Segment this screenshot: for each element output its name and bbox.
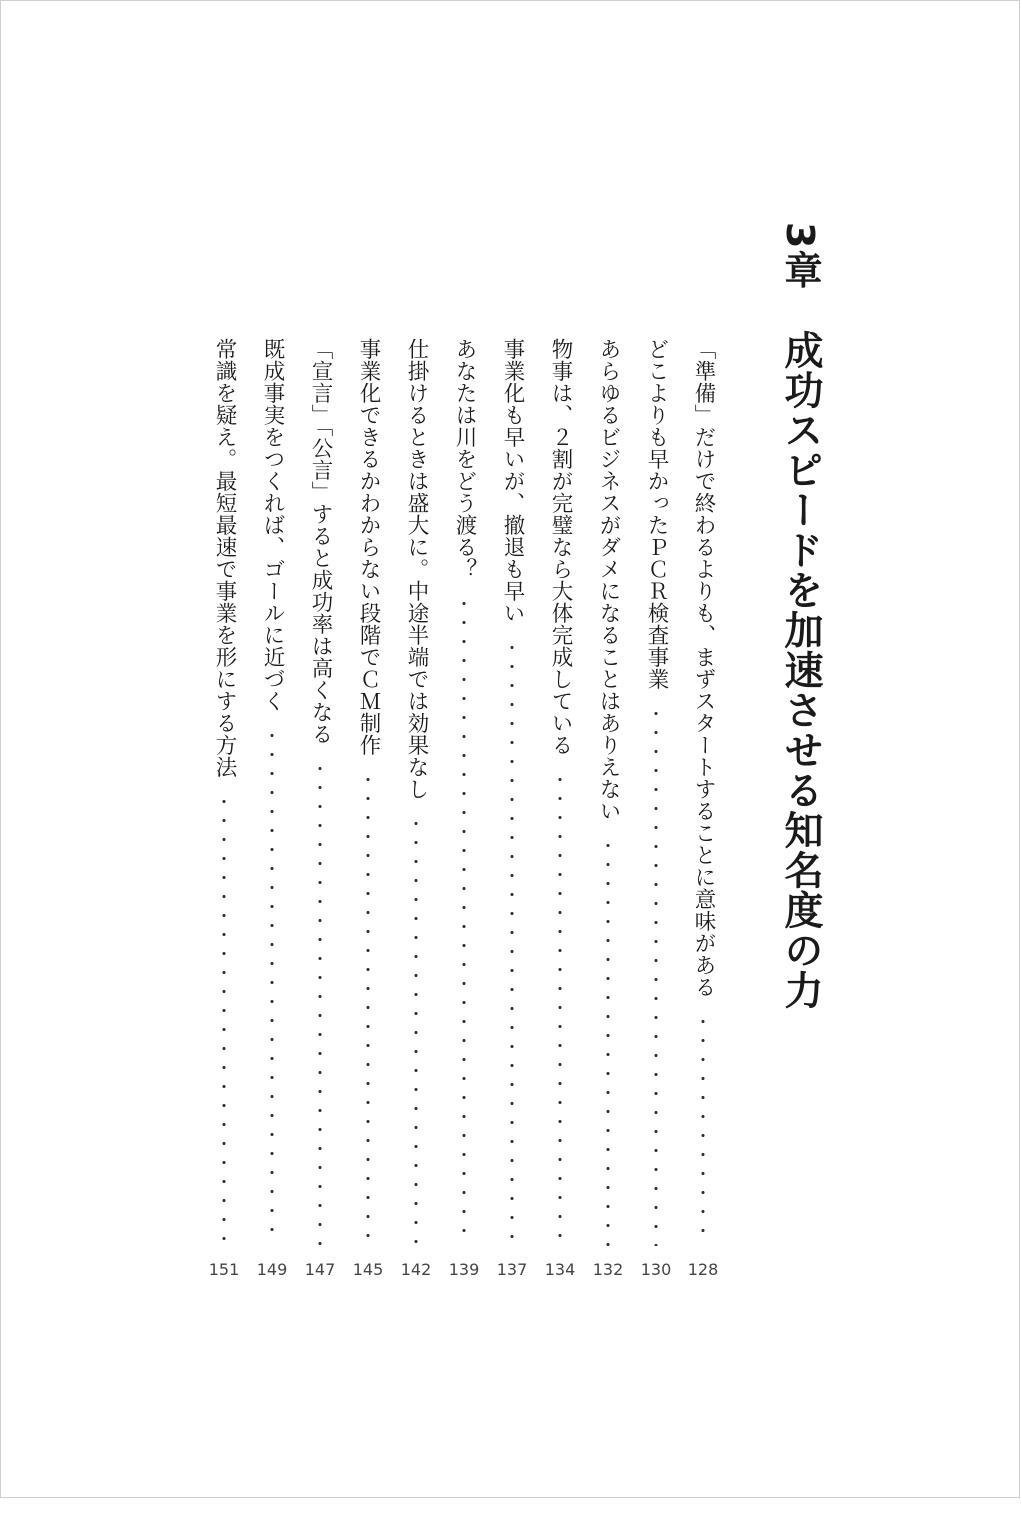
toc-leader-dots xyxy=(366,770,370,1246)
toc-item xyxy=(353,338,383,1538)
toc-page-number: 147 xyxy=(304,1260,336,1279)
toc-page-number: 145 xyxy=(352,1260,384,1279)
toc-item-title: 仕掛けるときは盛大に。中途半端では効果なし xyxy=(404,338,429,800)
toc-page-number: 130 xyxy=(640,1260,672,1279)
toc-item-title: あらゆるビジネスがダメになることはありえない xyxy=(596,338,621,822)
toc-item-title: 「準備」だけで終わるよりも、まずスタートすることに意味がある xyxy=(691,338,716,998)
toc-item xyxy=(305,338,335,1538)
toc-page-number: 151 xyxy=(208,1260,240,1279)
toc-item-title: 常識を疑え。最短最速で事業を形にする方法 xyxy=(212,338,237,778)
toc-page-number: 149 xyxy=(256,1260,288,1279)
toc-item-title: あなたは川をどう渡る？ xyxy=(452,338,477,580)
toc-page-number: 142 xyxy=(400,1260,432,1279)
toc-leader-dots xyxy=(654,704,658,1246)
toc-item-title: 既成事実をつくれば、ゴールに近づく xyxy=(260,338,285,712)
toc-leader-dots xyxy=(701,1012,705,1246)
toc-item xyxy=(593,338,623,1538)
toc-page-number: 139 xyxy=(448,1260,480,1279)
toc-page-number: 137 xyxy=(496,1260,528,1279)
toc-item xyxy=(641,338,671,1538)
toc-page-number: 134 xyxy=(544,1260,576,1279)
chapter-number: 3章 xyxy=(778,222,822,291)
toc-item-title: 事業化できるかわからない段階でＣＭ制作 xyxy=(356,338,381,756)
toc-item xyxy=(497,338,527,1538)
chapter-title: 成功スピードを加速させる知名度の力 xyxy=(778,330,823,1010)
toc-item xyxy=(209,338,239,1538)
toc-item-title: どこよりも早かったＰＣＲ検査事業 xyxy=(644,338,669,690)
toc-leader-dots xyxy=(510,638,514,1246)
toc-leader-dots xyxy=(558,770,562,1246)
toc-page-number: 132 xyxy=(592,1260,624,1279)
toc-page-number: 128 xyxy=(687,1260,719,1279)
toc-item xyxy=(257,338,287,1538)
toc-leader-dots xyxy=(318,759,322,1246)
toc-item xyxy=(545,338,575,1538)
toc-leader-dots xyxy=(462,594,466,1246)
toc-item xyxy=(688,338,718,1538)
toc-item xyxy=(449,338,479,1538)
toc-leader-dots xyxy=(606,836,610,1246)
toc-leader-dots xyxy=(222,792,226,1246)
toc-item-title: 「宣言」「公言」すると成功率は高くなる xyxy=(308,338,333,746)
toc-leader-dots xyxy=(414,814,418,1246)
toc-leader-dots xyxy=(270,726,274,1246)
toc-item-title: 物事は、２割が完璧なら大体完成している xyxy=(548,338,573,756)
toc-item-title: 事業化も早いが、撤退も早い xyxy=(500,338,525,624)
toc-item xyxy=(401,338,431,1538)
